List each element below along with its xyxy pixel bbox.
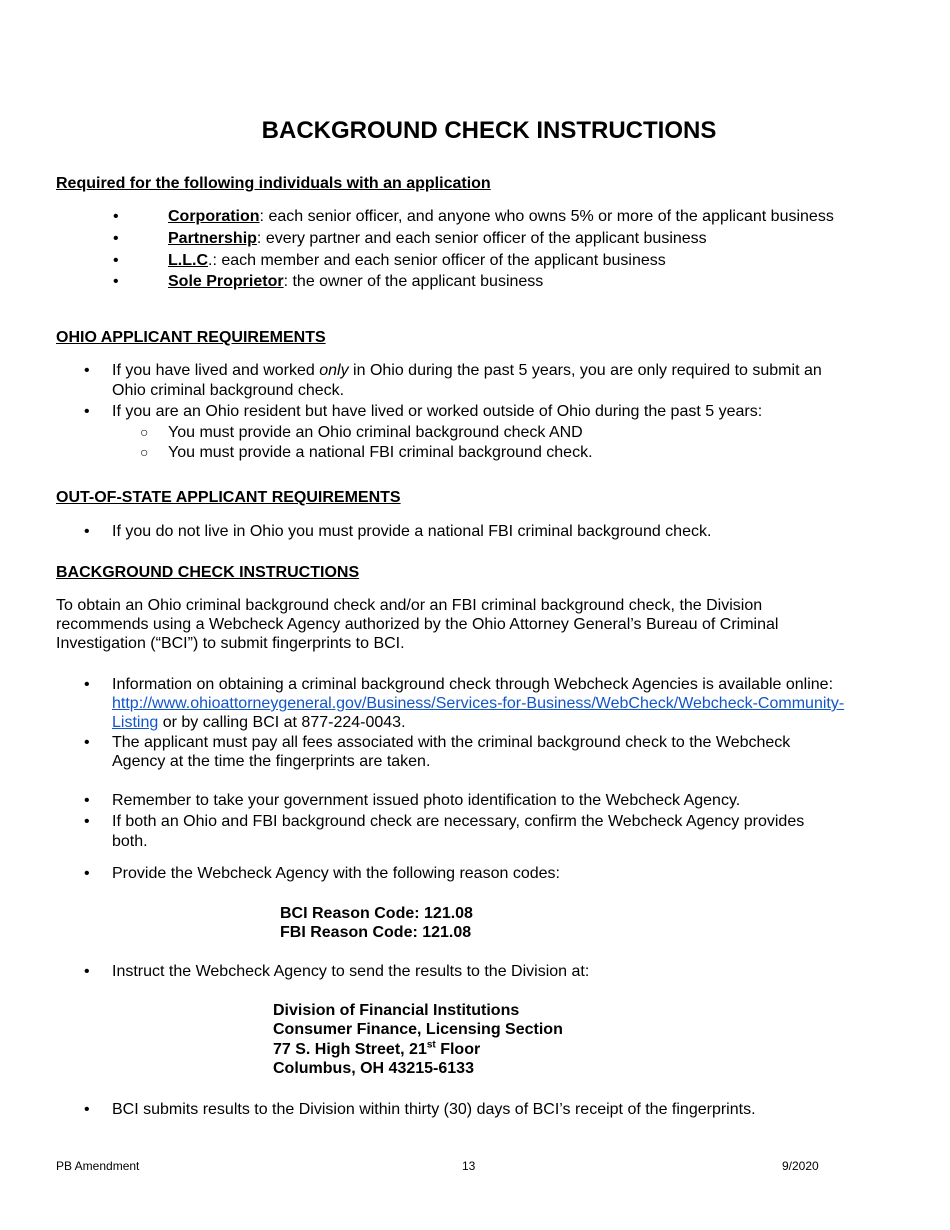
bullet-dot: • [84, 734, 90, 751]
item-text: .: each member and each senior officer of the applicant business [208, 252, 666, 269]
list-item [168, 207, 834, 227]
required-heading: Required for the following individuals with an application [56, 175, 491, 192]
bullet-dot: • [84, 362, 90, 379]
term-corporation: Corporation [168, 208, 260, 225]
bullet-dot: • [84, 676, 90, 693]
list-item: If you do not live in Ohio you must provide a national FBI criminal background check. [112, 523, 712, 540]
fbi-reason-code: FBI Reason Code: 121.08 [280, 924, 472, 941]
bullet-dot: • [113, 273, 119, 290]
item-text: : every partner and each senior officer of the applicant business [256, 230, 707, 247]
list-item: Provide the Webcheck Agency with the following reason codes: [112, 865, 560, 882]
ordinal-suffix: st [426, 1039, 436, 1051]
webcheck-link-continued[interactable]: Listing [112, 714, 159, 731]
list-item: Information on obtaining a criminal background check through Webcheck Agencies is available online: [112, 676, 834, 693]
address-street: 77 S. High Street, 21 [273, 1041, 427, 1058]
footer-left: PB Amendment [56, 1159, 140, 1173]
bullet-dot: • [113, 230, 119, 247]
list-item [112, 361, 822, 381]
address-line-4: Columbus, OH 43215-6133 [273, 1060, 474, 1077]
sub-bullet-circle: ○ [140, 424, 149, 440]
item-text: If you have lived and worked [112, 362, 320, 379]
emphasis-only: only [319, 362, 349, 379]
sub-list-item: You must provide an Ohio criminal background check AND [168, 424, 583, 441]
list-item: Instruct the Webcheck Agency to send the results to the Division at: [112, 963, 590, 980]
list-item-continuation [112, 713, 406, 733]
instructions-heading: BACKGROUND CHECK INSTRUCTIONS [56, 564, 360, 581]
webcheck-link[interactable]: http://www.ohioattorneygeneral.gov/Business/Services-for-Business/WebCheck/Webcheck-Community- [112, 695, 845, 712]
list-item-continuation: Agency at the time the fingerprints are taken. [112, 753, 431, 770]
list-item: Remember to take your government issued photo identification to the Webcheck Agency. [112, 792, 741, 809]
item-text: : the owner of the applicant business [283, 273, 544, 290]
page-title: BACKGROUND CHECK INSTRUCTIONS [261, 117, 717, 144]
bullet-dot: • [84, 865, 90, 882]
bci-reason-code: BCI Reason Code: 121.08 [280, 905, 473, 922]
list-item-continuation: Ohio criminal background check. [112, 382, 345, 399]
list-item [168, 229, 707, 249]
bullet-dot: • [113, 252, 119, 269]
paragraph-line: To obtain an Ohio criminal background check and/or an FBI criminal background check, the Division [56, 597, 763, 614]
bullet-dot: • [113, 208, 119, 225]
address-line-2: Consumer Finance, Licensing Section [273, 1021, 563, 1038]
term-sole-proprietor: Sole Proprietor [168, 273, 284, 290]
list-item: If you are an Ohio resident but have lived or worked outside of Ohio during the past 5 years: [112, 403, 763, 420]
term-llc: L.L.C [168, 252, 208, 269]
list-item [168, 272, 543, 292]
bullet-dot: • [84, 523, 90, 540]
list-item-continuation [112, 694, 844, 714]
bullet-dot: • [84, 963, 90, 980]
footer-date: 9/2020 [782, 1159, 819, 1173]
item-text: in Ohio during the past 5 years, you are only required to submit an [348, 362, 822, 379]
sub-bullet-circle: ○ [140, 444, 149, 460]
bullet-dot: • [84, 403, 90, 420]
paragraph-line: recommends using a Webcheck Agency authorized by the Ohio Attorney General’s Bureau of Criminal [56, 616, 779, 633]
bullet-dot: • [84, 813, 90, 830]
list-item [168, 251, 666, 271]
sub-list-item: You must provide a national FBI criminal background check. [168, 444, 593, 461]
paragraph-line: Investigation (“BCI”) to submit fingerprints to BCI. [56, 635, 405, 652]
address-line-1: Division of Financial Institutions [273, 1002, 520, 1019]
address-line-3 [273, 1040, 480, 1060]
list-item: The applicant must pay all fees associated with the criminal background check to the Webcheck [112, 734, 791, 751]
out-of-state-heading: OUT-OF-STATE APPLICANT REQUIREMENTS [56, 489, 401, 506]
list-item: If both an Ohio and FBI background check are necessary, confirm the Webcheck Agency provides [112, 813, 805, 830]
term-partnership: Partnership [168, 230, 257, 247]
item-text: : each senior officer, and anyone who owns 5% or more of the applicant business [259, 208, 834, 225]
item-text: or by calling BCI at 877-224-0043. [158, 714, 406, 731]
bullet-dot: • [84, 1101, 90, 1118]
address-floor: Floor [435, 1041, 481, 1058]
bullet-dot: • [84, 792, 90, 809]
list-item: BCI submits results to the Division within thirty (30) days of BCI’s receipt of the fingerprints. [112, 1101, 756, 1118]
list-item-continuation: both. [112, 833, 148, 850]
ohio-heading: OHIO APPLICANT REQUIREMENTS [56, 329, 326, 346]
page-number: 13 [462, 1159, 476, 1173]
